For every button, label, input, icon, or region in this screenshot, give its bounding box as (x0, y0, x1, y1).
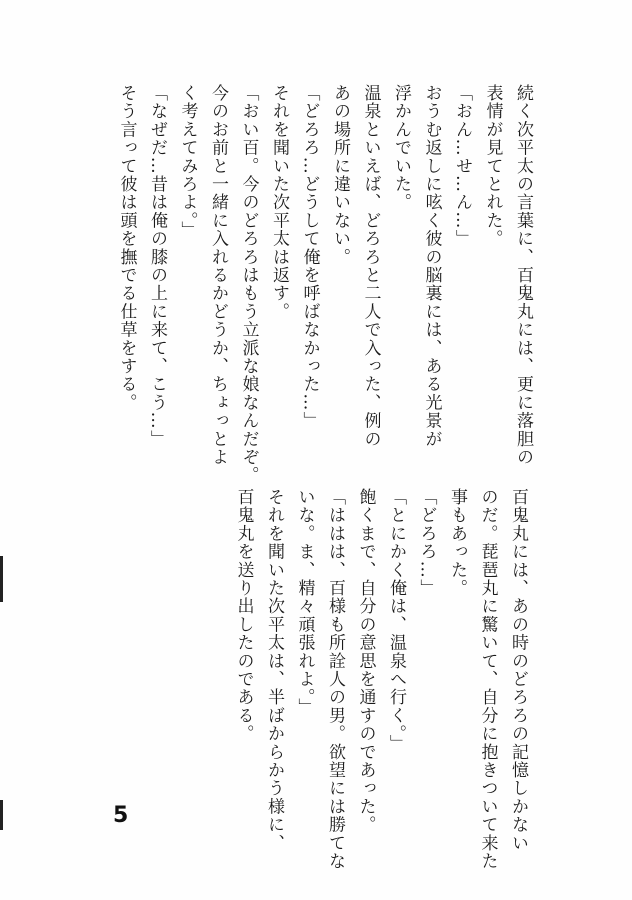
text-line: 続く次平太の言葉に、百鬼丸には、更に落胆の (513, 84, 533, 467)
text-line: 「おん…せ…ん…」 (452, 84, 472, 248)
text-line: おうむ返しに呟く彼の脳裏には、ある光景が (421, 84, 442, 448)
text-line: 百鬼丸には、あの時のどろろの記憶しかない (508, 488, 528, 852)
text-line: 浮かんでいた。 (391, 84, 411, 212)
text-line: 今のお前と一緒に入れるかどうか、ちょっとよ (208, 84, 228, 467)
text-line: そう言って彼は頭を撫でる仕草をする。 (116, 84, 137, 412)
text-line: 「なぜだ…昔は俺の膝の上に来て、こう…」 (147, 84, 167, 448)
page-number: 5 (113, 803, 129, 828)
text-line: それを聞いた次平太は、半ばからかう様に、 (264, 488, 284, 852)
text-line: 「とにかく俺は、温泉へ行く。」 (386, 488, 406, 753)
bottom-text-block (233, 488, 533, 871)
text-line: それを聞いた次平太は返す。 (269, 84, 289, 321)
text-line: のだ。琵琶丸に驚いて、自分に抱きついて来た (477, 488, 498, 871)
text-line: あの場所に違いない。 (330, 84, 350, 266)
text-line: 「ははは、百様も所詮人の男。欲望には勝てな (325, 488, 345, 871)
text-line: 事もあった。 (447, 488, 467, 598)
text-line: く考えてみろよ。」 (177, 84, 198, 240)
text-line: 温泉といえば、どろろと二人で入った、例の (360, 84, 381, 448)
text-line: 「どろろ…どうして俺を呼ばなかった…」 (299, 84, 320, 430)
binding-mark (0, 800, 3, 830)
text-line: 「おい百。今のどろろはもう立派な娘なんだぞ。 (238, 84, 259, 485)
text-line: いな。ま、精々頑張れよ。」 (294, 488, 315, 717)
text-line: 「どろろ…」 (416, 488, 437, 598)
binding-mark (0, 556, 3, 602)
text-line: 百鬼丸を送り出したのである。 (233, 488, 254, 743)
text-line: 飽くまで、自分の意思を通すのであった。 (355, 488, 376, 834)
top-text-block (116, 84, 538, 485)
text-line: 表情が見てとれた。 (482, 84, 503, 248)
